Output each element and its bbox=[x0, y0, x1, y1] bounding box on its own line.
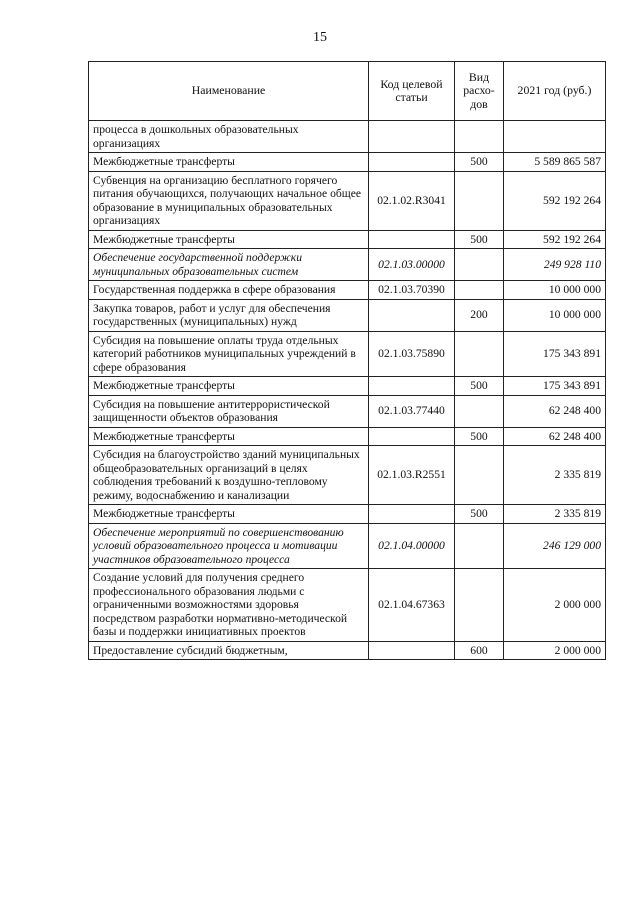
row-sum-cell: 5 589 865 587 bbox=[504, 153, 606, 172]
row-name-cell: Субсидия на повышение антитеррористической защищенности объектов образования bbox=[89, 395, 369, 427]
row-sum-cell: 592 192 264 bbox=[504, 230, 606, 249]
row-code-cell bbox=[369, 641, 455, 660]
table-header-row bbox=[89, 62, 606, 121]
table-row bbox=[89, 377, 606, 396]
table-row bbox=[89, 569, 606, 642]
row-name-cell: Государственная поддержка в сфере образования bbox=[89, 281, 369, 300]
budget-table bbox=[88, 61, 606, 660]
row-vid-cell: 200 bbox=[455, 299, 504, 331]
table-row bbox=[89, 299, 606, 331]
row-sum-cell: 2 335 819 bbox=[504, 505, 606, 524]
header-name: Наименование bbox=[89, 62, 369, 121]
table-row bbox=[89, 281, 606, 300]
row-code-cell bbox=[369, 230, 455, 249]
row-name-cell: Субвенция на организацию бесплатного горячего питания обучающихся, получающих начальное общее образование в муниципальных образовательных организациях bbox=[89, 171, 369, 230]
row-sum-cell: 10 000 000 bbox=[504, 281, 606, 300]
row-code-cell bbox=[369, 121, 455, 153]
row-code-cell bbox=[369, 505, 455, 524]
row-vid-cell bbox=[455, 249, 504, 281]
row-name-cell: Обеспечение государственной поддержки муниципальных образовательных систем bbox=[89, 249, 369, 281]
row-code-cell: 02.1.04.00000 bbox=[369, 523, 455, 569]
row-code-cell: 02.1.03.77440 bbox=[369, 395, 455, 427]
row-vid-cell: 500 bbox=[455, 230, 504, 249]
row-vid-cell: 500 bbox=[455, 427, 504, 446]
row-vid-cell bbox=[455, 523, 504, 569]
row-name-cell: Предоставление субсидий бюджетным, bbox=[89, 641, 369, 660]
row-sum-cell: 2 000 000 bbox=[504, 641, 606, 660]
row-name-cell: Создание условий для получения среднего профессионального образования людьми с ограниченными возможностями здоровья посредством разработки нормативно-методической базы и поддержки инициативных проектов bbox=[89, 569, 369, 642]
row-sum-cell: 62 248 400 bbox=[504, 427, 606, 446]
row-code-cell bbox=[369, 427, 455, 446]
row-code-cell: 02.1.03.R2551 bbox=[369, 446, 455, 505]
table-row bbox=[89, 230, 606, 249]
page-number: 15 bbox=[313, 30, 327, 45]
row-code-cell: 02.1.03.00000 bbox=[369, 249, 455, 281]
row-vid-cell: 500 bbox=[455, 153, 504, 172]
row-sum-cell: 175 343 891 bbox=[504, 377, 606, 396]
row-vid-cell bbox=[455, 171, 504, 230]
row-sum-cell: 10 000 000 bbox=[504, 299, 606, 331]
row-vid-cell bbox=[455, 331, 504, 377]
header-code: Код целевой статьи bbox=[369, 62, 455, 121]
table-row bbox=[89, 153, 606, 172]
row-vid-cell bbox=[455, 569, 504, 642]
row-code-cell: 02.1.03.75890 bbox=[369, 331, 455, 377]
row-vid-cell bbox=[455, 281, 504, 300]
table-row bbox=[89, 505, 606, 524]
row-sum-cell bbox=[504, 121, 606, 153]
row-vid-cell: 500 bbox=[455, 377, 504, 396]
row-code-cell bbox=[369, 377, 455, 396]
row-vid-cell: 600 bbox=[455, 641, 504, 660]
row-sum-cell: 2 000 000 bbox=[504, 569, 606, 642]
table-row bbox=[89, 171, 606, 230]
row-vid-cell: 500 bbox=[455, 505, 504, 524]
row-sum-cell: 246 129 000 bbox=[504, 523, 606, 569]
row-sum-cell: 592 192 264 bbox=[504, 171, 606, 230]
header-vid: Вид расхо-дов bbox=[455, 62, 504, 121]
row-sum-cell: 2 335 819 bbox=[504, 446, 606, 505]
table-row bbox=[89, 427, 606, 446]
row-name-cell: Межбюджетные трансферты bbox=[89, 230, 369, 249]
row-name-cell: Субсидия на повышение оплаты труда отдельных категорий работников муниципальных учреждений в сфере образования bbox=[89, 331, 369, 377]
header-sum: 2021 год (руб.) bbox=[504, 62, 606, 121]
table-row bbox=[89, 641, 606, 660]
row-code-cell: 02.1.03.70390 bbox=[369, 281, 455, 300]
row-name-cell: Субсидия на благоустройство зданий муниципальных общеобразовательных организаций в целях соблюдения требований к воздушно-тепловому режиму, водоснабжению и канализации bbox=[89, 446, 369, 505]
row-name-cell: Межбюджетные трансферты bbox=[89, 153, 369, 172]
row-name-cell: Межбюджетные трансферты bbox=[89, 427, 369, 446]
row-sum-cell: 175 343 891 bbox=[504, 331, 606, 377]
table-row bbox=[89, 331, 606, 377]
row-sum-cell: 62 248 400 bbox=[504, 395, 606, 427]
row-vid-cell bbox=[455, 121, 504, 153]
table-row bbox=[89, 121, 606, 153]
row-vid-cell bbox=[455, 446, 504, 505]
row-sum-cell: 249 928 110 bbox=[504, 249, 606, 281]
row-name-cell: Закупка товаров, работ и услуг для обеспечения государственных (муниципальных) нужд bbox=[89, 299, 369, 331]
row-code-cell bbox=[369, 299, 455, 331]
table-row bbox=[89, 523, 606, 569]
table-row bbox=[89, 249, 606, 281]
row-code-cell: 02.1.04.67363 bbox=[369, 569, 455, 642]
table-row bbox=[89, 446, 606, 505]
row-code-cell bbox=[369, 153, 455, 172]
row-name-cell: процесса в дошкольных образовательных организациях bbox=[89, 121, 369, 153]
row-name-cell: Обеспечение мероприятий по совершенствованию условий образовательного процесса и мотивации участников образовательного процесса bbox=[89, 523, 369, 569]
row-vid-cell bbox=[455, 395, 504, 427]
row-name-cell: Межбюджетные трансферты bbox=[89, 377, 369, 396]
table-row bbox=[89, 395, 606, 427]
row-name-cell: Межбюджетные трансферты bbox=[89, 505, 369, 524]
row-code-cell: 02.1.02.R3041 bbox=[369, 171, 455, 230]
